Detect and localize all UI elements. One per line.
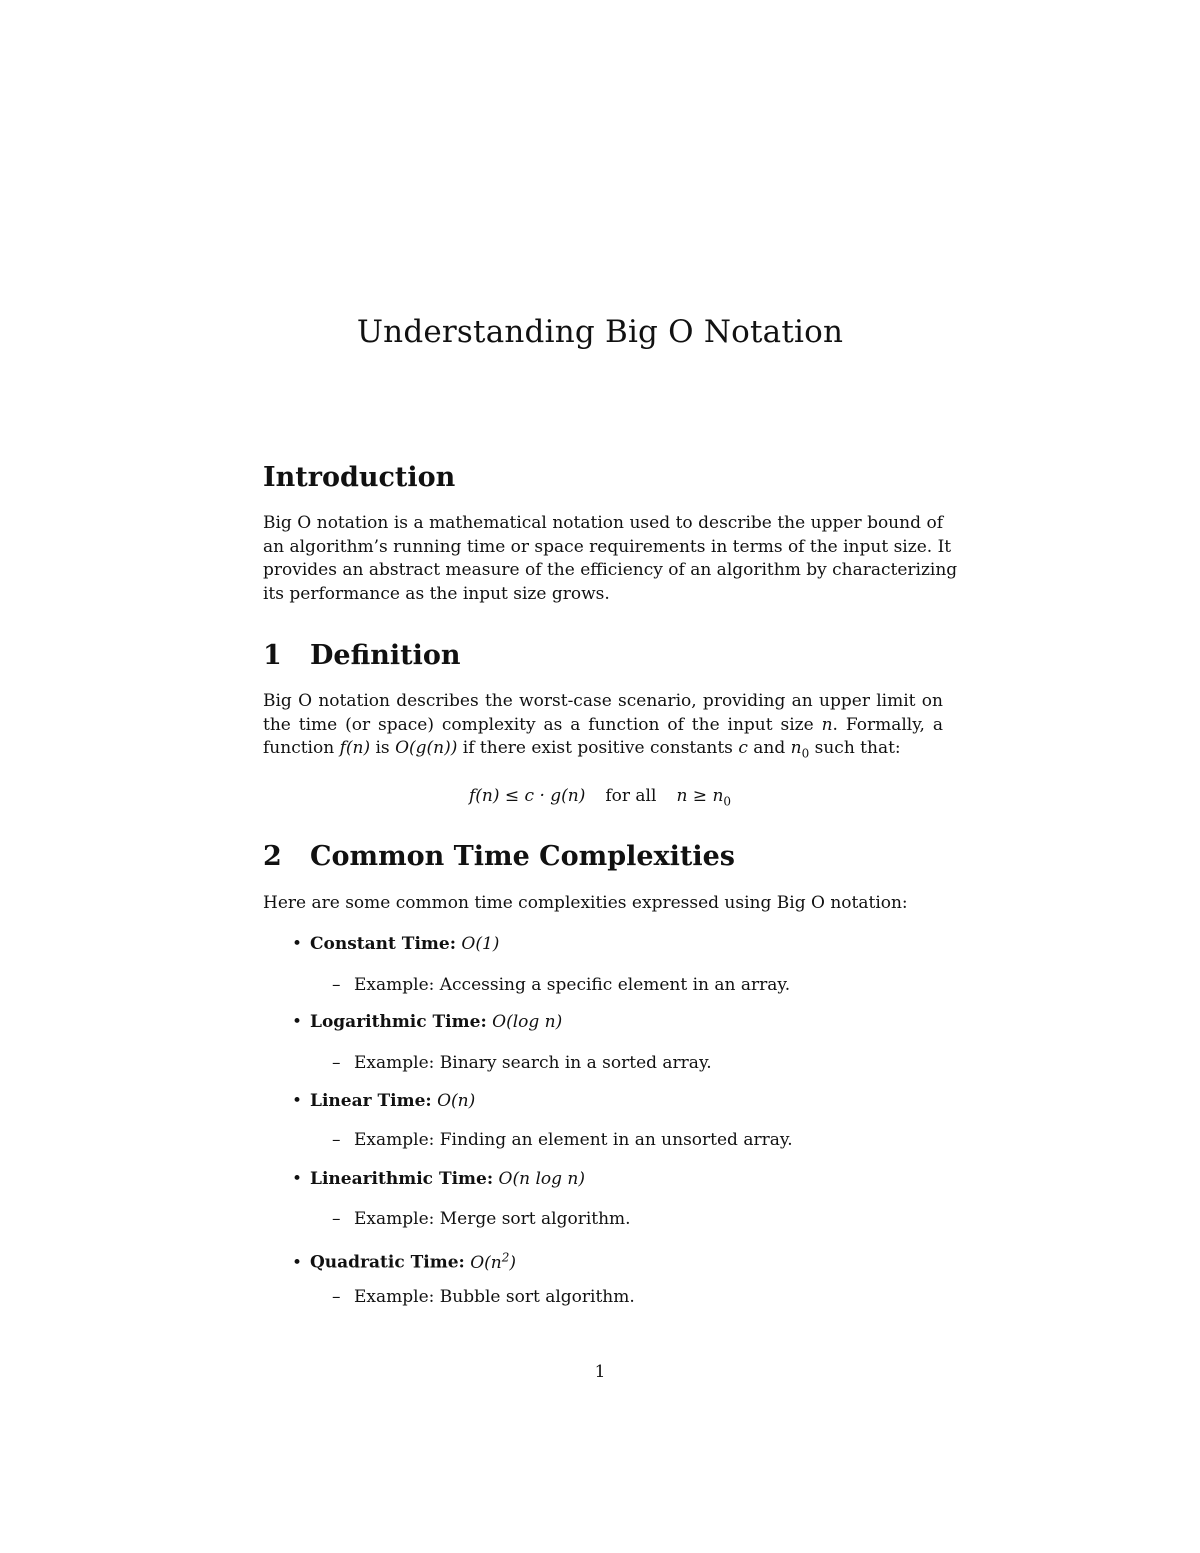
math-subscript: 0 (801, 746, 810, 761)
notation-text: O(n (470, 1252, 502, 1273)
sub-list-item (332, 1286, 635, 1309)
complexities-intro (263, 892, 943, 916)
list-item (292, 1011, 562, 1034)
math-variable: n (821, 714, 833, 735)
section-title: Common Time Complexities (310, 841, 736, 872)
math-variable: n (790, 738, 802, 758)
equation-rhs: n ≥ n (676, 786, 724, 806)
item-notation: O(1) (461, 934, 500, 954)
text-span: is (370, 738, 396, 758)
item-label: Logarithmic Time: (310, 1012, 487, 1032)
list-item (292, 1246, 516, 1275)
section-heading-introduction: Introduction (263, 462, 456, 493)
item-notation (470, 1250, 517, 1273)
bullet-icon: • (292, 934, 303, 954)
bullet-icon: • (292, 1091, 303, 1111)
list-item (292, 1168, 585, 1191)
dash-icon: – (332, 1287, 341, 1307)
text-span: such that: (809, 738, 901, 758)
list-item (292, 1090, 475, 1113)
paragraph-line: its performance as the input size grows. (263, 583, 610, 604)
item-notation: O(n) (437, 1091, 476, 1111)
paragraph-line: Big O notation is a mathematical notation used to describe the upper bound of (263, 513, 943, 533)
notation-text: ) (509, 1252, 517, 1273)
math-variable: c (738, 738, 748, 758)
math-expression: f(n) (339, 738, 371, 758)
paragraph-line: an algorithm’s running time or space requirements in terms of the input size. It (263, 536, 952, 557)
section-number: 1 (263, 640, 282, 671)
sub-list-item (332, 1052, 712, 1075)
item-example: Example: Merge sort algorithm. (354, 1209, 631, 1229)
math-subscript: 0 (723, 794, 732, 809)
paragraph-line (263, 714, 943, 738)
paragraph-line (263, 737, 943, 766)
item-label: Linear Time: (310, 1091, 432, 1111)
text-span: and (747, 738, 791, 758)
sub-list-item (332, 1208, 631, 1231)
dash-icon: – (332, 975, 341, 995)
introduction-paragraph (263, 512, 958, 606)
list-item (292, 933, 499, 956)
text-span: the time (or space) complexity as a function of the input size (263, 714, 822, 735)
bullet-icon: • (292, 1252, 303, 1273)
item-label: Quadratic Time: (310, 1252, 465, 1273)
section-heading-definition (263, 639, 460, 673)
page-title: Understanding Big O Notation (356, 314, 844, 350)
sub-list-item (332, 1129, 793, 1152)
sub-list-item (332, 974, 790, 997)
dash-icon: – (332, 1209, 341, 1229)
text-span: . Formally, a (832, 714, 944, 735)
bullet-icon: • (292, 1012, 303, 1032)
paragraph-line: Here are some common time complexities expressed using Big O notation: (263, 893, 908, 913)
item-example: Example: Finding an element in an unsorted array. (354, 1130, 793, 1150)
paragraph-line: Big O notation describes the worst-case scenario, providing an upper limit on (263, 691, 943, 711)
math-superscript: 2 (501, 1250, 510, 1264)
text-span: if there exist positive constants (457, 738, 739, 758)
dash-icon: – (332, 1130, 341, 1150)
item-notation: O(log n) (492, 1012, 563, 1032)
section-number: 2 (263, 841, 282, 872)
text-span: function (263, 738, 340, 758)
equation-lhs: f(n) ≤ c · g(n) (468, 786, 586, 806)
display-equation (0, 785, 1200, 813)
math-expression: O(g(n)) (395, 738, 458, 758)
section-title: Definition (310, 640, 461, 671)
item-example: Example: Binary search in a sorted array. (354, 1053, 712, 1073)
item-notation: O(n log n) (498, 1169, 586, 1189)
item-example: Example: Accessing a specific element in an array. (354, 975, 791, 995)
item-label: Constant Time: (310, 934, 456, 954)
definition-paragraph (263, 690, 943, 766)
dash-icon: – (332, 1053, 341, 1073)
bullet-icon: • (292, 1169, 303, 1189)
item-example: Example: Bubble sort algorithm. (354, 1287, 635, 1307)
equation-text: for all (605, 786, 657, 806)
paragraph-line: provides an abstract measure of the efficiency of an algorithm by characterizing (263, 560, 958, 580)
page-number: 1 (594, 1362, 606, 1382)
item-label: Linearithmic Time: (310, 1169, 494, 1189)
section-heading-complexities (263, 840, 735, 874)
